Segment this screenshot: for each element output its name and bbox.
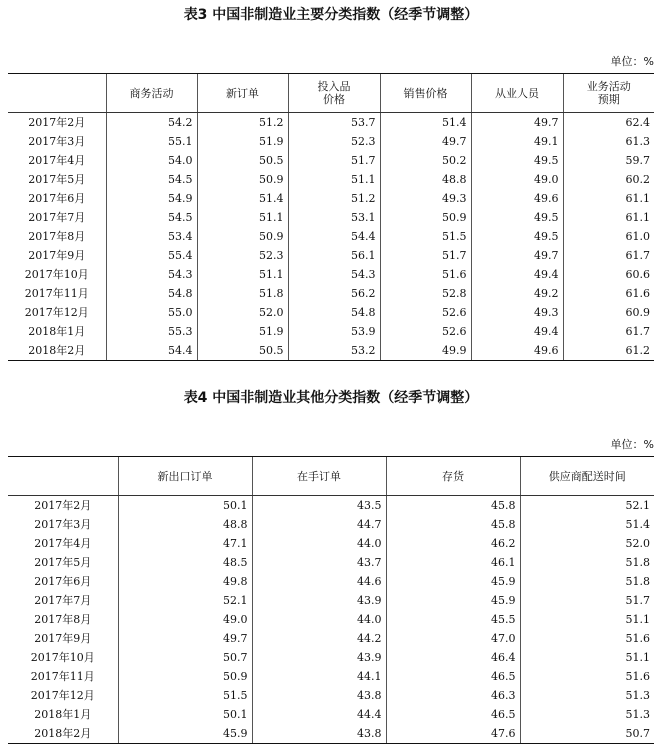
table-cell: 61.7	[563, 246, 654, 265]
table-cell: 47.6	[386, 724, 520, 744]
table-cell: 53.9	[288, 322, 380, 341]
table-cell: 54.3	[288, 265, 380, 284]
table-cell: 50.9	[380, 208, 471, 227]
table-row	[8, 113, 654, 133]
table3-header-2: 新订单	[197, 74, 288, 113]
table-cell: 43.9	[252, 591, 386, 610]
table-cell: 49.9	[380, 341, 471, 361]
table-cell: 44.4	[252, 705, 386, 724]
row-label: 2017年4月	[28, 154, 86, 167]
table-cell: 51.4	[520, 515, 654, 534]
table-cell: 61.6	[563, 284, 654, 303]
table4-header-0	[8, 457, 118, 496]
table-row	[8, 496, 654, 516]
table-cell: 44.2	[252, 629, 386, 648]
table-cell: 61.1	[563, 189, 654, 208]
table-cell: 52.1	[520, 496, 654, 516]
table-row	[8, 705, 654, 724]
table-cell: 51.1	[197, 208, 288, 227]
table-cell: 54.9	[106, 189, 197, 208]
table-cell: 52.1	[118, 591, 252, 610]
row-label: 2017年4月	[34, 537, 92, 550]
row-label: 2017年7月	[34, 594, 92, 607]
table-cell: 51.8	[520, 572, 654, 591]
table-cell: 51.2	[197, 113, 288, 133]
table-cell: 50.9	[197, 170, 288, 189]
table-cell: 49.4	[471, 265, 563, 284]
table-cell: 44.7	[252, 515, 386, 534]
table-cell: 53.1	[288, 208, 380, 227]
table3-header-5: 从业人员	[471, 74, 563, 113]
table-cell: 54.5	[106, 208, 197, 227]
table-row	[8, 322, 654, 341]
table-row	[8, 341, 654, 361]
table-cell: 56.1	[288, 246, 380, 265]
table-cell: 44.0	[252, 610, 386, 629]
table-cell: 50.5	[197, 151, 288, 170]
table-cell: 60.9	[563, 303, 654, 322]
table-cell: 50.1	[118, 496, 252, 516]
table4-header-3: 存货	[386, 457, 520, 496]
table4-body	[8, 496, 654, 744]
row-label: 2018年1月	[34, 708, 92, 721]
table-cell: 50.7	[118, 648, 252, 667]
table-cell: 53.4	[106, 227, 197, 246]
table-row	[8, 667, 654, 686]
table-cell: 49.8	[118, 572, 252, 591]
table-row	[8, 591, 654, 610]
table3-header-1: 商务活动	[106, 74, 197, 113]
table-cell: 50.7	[520, 724, 654, 744]
table-row	[8, 724, 654, 744]
table3-unit: 单位：%	[610, 55, 654, 68]
table-cell: 50.1	[118, 705, 252, 724]
table-row	[8, 284, 654, 303]
table-cell: 51.3	[520, 705, 654, 724]
table-cell: 51.7	[380, 246, 471, 265]
table4-header-4: 供应商配送时间	[520, 457, 654, 496]
table-cell: 46.2	[386, 534, 520, 553]
table-cell: 49.5	[471, 151, 563, 170]
table-cell: 53.7	[288, 113, 380, 133]
table-cell: 43.8	[252, 686, 386, 705]
table-row	[8, 629, 654, 648]
table-cell: 61.2	[563, 341, 654, 361]
table-cell: 54.2	[106, 113, 197, 133]
table4	[8, 456, 654, 744]
table4-header-row	[8, 457, 654, 496]
table-cell: 45.8	[386, 515, 520, 534]
table4-title: 表4 中国非制造业其他分类指数（经季节调整）	[183, 390, 479, 406]
table-cell: 51.1	[197, 265, 288, 284]
table-cell: 49.3	[380, 189, 471, 208]
table-cell: 59.7	[563, 151, 654, 170]
table-cell: 49.7	[471, 246, 563, 265]
table-row	[8, 534, 654, 553]
table-cell: 51.1	[520, 648, 654, 667]
table-cell: 45.9	[118, 724, 252, 744]
table-cell: 51.7	[520, 591, 654, 610]
table-cell: 54.4	[106, 341, 197, 361]
table-cell: 49.7	[380, 132, 471, 151]
table-cell: 52.0	[520, 534, 654, 553]
table-cell: 44.6	[252, 572, 386, 591]
table-cell: 51.9	[197, 132, 288, 151]
table-cell: 49.3	[471, 303, 563, 322]
table4-unit: 单位：%	[610, 438, 654, 451]
table-cell: 60.6	[563, 265, 654, 284]
table-cell: 56.2	[288, 284, 380, 303]
table-cell: 50.9	[118, 667, 252, 686]
row-label: 2017年10月	[30, 651, 95, 664]
table-cell: 52.3	[288, 132, 380, 151]
table-cell: 51.7	[288, 151, 380, 170]
table-cell: 50.9	[197, 227, 288, 246]
table3-title: 表3 中国非制造业主要分类指数（经季节调整）	[183, 7, 479, 23]
row-label: 2017年2月	[28, 116, 86, 129]
row-label: 2017年12月	[30, 689, 95, 702]
table-cell: 51.5	[380, 227, 471, 246]
table-cell: 52.8	[380, 284, 471, 303]
table-cell: 61.0	[563, 227, 654, 246]
table-row	[8, 303, 654, 322]
table-row	[8, 151, 654, 170]
table-cell: 51.6	[520, 629, 654, 648]
row-label: 2017年12月	[24, 306, 89, 319]
row-label: 2017年8月	[28, 230, 86, 243]
table-cell: 51.8	[520, 553, 654, 572]
table-cell: 49.4	[471, 322, 563, 341]
table-cell: 51.5	[118, 686, 252, 705]
table-row	[8, 553, 654, 572]
table-cell: 46.4	[386, 648, 520, 667]
table-cell: 43.8	[252, 724, 386, 744]
row-label: 2018年2月	[8, 341, 106, 361]
table3-header-3: 投入品 价格	[288, 74, 380, 113]
table-row	[8, 265, 654, 284]
table-cell: 48.8	[118, 515, 252, 534]
table-cell: 43.5	[252, 496, 386, 516]
table3	[8, 73, 654, 361]
table-row	[8, 686, 654, 705]
table-cell: 51.1	[520, 610, 654, 629]
table-cell: 55.1	[106, 132, 197, 151]
table-cell: 43.9	[252, 648, 386, 667]
table-cell: 55.3	[106, 322, 197, 341]
table-cell: 46.3	[386, 686, 520, 705]
table-cell: 45.8	[386, 496, 520, 516]
table-cell: 49.2	[471, 284, 563, 303]
table-cell: 53.2	[288, 341, 380, 361]
table-cell: 51.1	[288, 170, 380, 189]
table-row	[8, 189, 654, 208]
table-cell: 54.3	[106, 265, 197, 284]
table-cell: 45.5	[386, 610, 520, 629]
table-cell: 46.5	[386, 667, 520, 686]
table-cell: 49.0	[118, 610, 252, 629]
table-row	[8, 208, 654, 227]
table-cell: 52.6	[380, 303, 471, 322]
table-row	[8, 170, 654, 189]
table-cell: 48.5	[118, 553, 252, 572]
table3-header-6: 业务活动 预期	[563, 74, 654, 113]
table-cell: 49.6	[471, 189, 563, 208]
table-cell: 52.3	[197, 246, 288, 265]
table-cell: 49.6	[471, 341, 563, 361]
table-row	[8, 132, 654, 151]
table-cell: 61.1	[563, 208, 654, 227]
table3-body	[8, 113, 654, 361]
table-cell: 50.2	[380, 151, 471, 170]
table-cell: 50.5	[197, 341, 288, 361]
table-cell: 54.5	[106, 170, 197, 189]
table-row	[8, 572, 654, 591]
row-label: 2017年11月	[24, 287, 89, 300]
table-row	[8, 246, 654, 265]
table-cell: 49.0	[471, 170, 563, 189]
row-label: 2018年1月	[28, 325, 86, 338]
table-cell: 51.8	[197, 284, 288, 303]
table-cell: 55.4	[106, 246, 197, 265]
row-label: 2017年3月	[34, 518, 92, 531]
table-row	[8, 515, 654, 534]
table-cell: 54.4	[288, 227, 380, 246]
table-cell: 62.4	[563, 113, 654, 133]
table-cell: 43.7	[252, 553, 386, 572]
table-cell: 49.5	[471, 208, 563, 227]
table-cell: 47.0	[386, 629, 520, 648]
table-cell: 44.0	[252, 534, 386, 553]
table-cell: 61.3	[563, 132, 654, 151]
table-cell: 51.3	[520, 686, 654, 705]
table-cell: 47.1	[118, 534, 252, 553]
table-cell: 51.4	[197, 189, 288, 208]
table-cell: 60.2	[563, 170, 654, 189]
row-label: 2017年3月	[28, 135, 86, 148]
table-cell: 52.0	[197, 303, 288, 322]
table-row	[8, 610, 654, 629]
table-row	[8, 227, 654, 246]
table-cell: 54.8	[288, 303, 380, 322]
table-cell: 45.9	[386, 572, 520, 591]
row-label: 2017年2月	[34, 499, 92, 512]
table4-header-1: 新出口订单	[118, 457, 252, 496]
table-cell: 55.0	[106, 303, 197, 322]
table-cell: 46.1	[386, 553, 520, 572]
table-cell: 49.7	[471, 113, 563, 133]
row-label: 2017年10月	[24, 268, 89, 281]
table-cell: 51.6	[520, 667, 654, 686]
table-cell: 51.4	[380, 113, 471, 133]
table-cell: 54.0	[106, 151, 197, 170]
table-cell: 46.5	[386, 705, 520, 724]
table-cell: 49.1	[471, 132, 563, 151]
table-cell: 45.9	[386, 591, 520, 610]
table3-header-4: 销售价格	[380, 74, 471, 113]
row-label: 2017年7月	[28, 211, 86, 224]
table-cell: 51.9	[197, 322, 288, 341]
row-label: 2018年2月	[8, 724, 118, 744]
table-cell: 49.7	[118, 629, 252, 648]
row-label: 2017年5月	[34, 556, 92, 569]
table3-header-0	[8, 74, 106, 113]
row-label: 2017年9月	[28, 249, 86, 262]
table-cell: 49.5	[471, 227, 563, 246]
table-cell: 54.8	[106, 284, 197, 303]
table-row	[8, 648, 654, 667]
row-label: 2017年11月	[30, 670, 95, 683]
table-cell: 51.6	[380, 265, 471, 284]
table-cell: 48.8	[380, 170, 471, 189]
table-cell: 52.6	[380, 322, 471, 341]
table3-header-row	[8, 74, 654, 113]
row-label: 2017年9月	[34, 632, 92, 645]
row-label: 2017年5月	[28, 173, 86, 186]
row-label: 2017年6月	[34, 575, 92, 588]
row-label: 2017年6月	[28, 192, 86, 205]
table-cell: 44.1	[252, 667, 386, 686]
row-label: 2017年8月	[34, 613, 92, 626]
table-cell: 61.7	[563, 322, 654, 341]
table-cell: 51.2	[288, 189, 380, 208]
table4-header-2: 在手订单	[252, 457, 386, 496]
